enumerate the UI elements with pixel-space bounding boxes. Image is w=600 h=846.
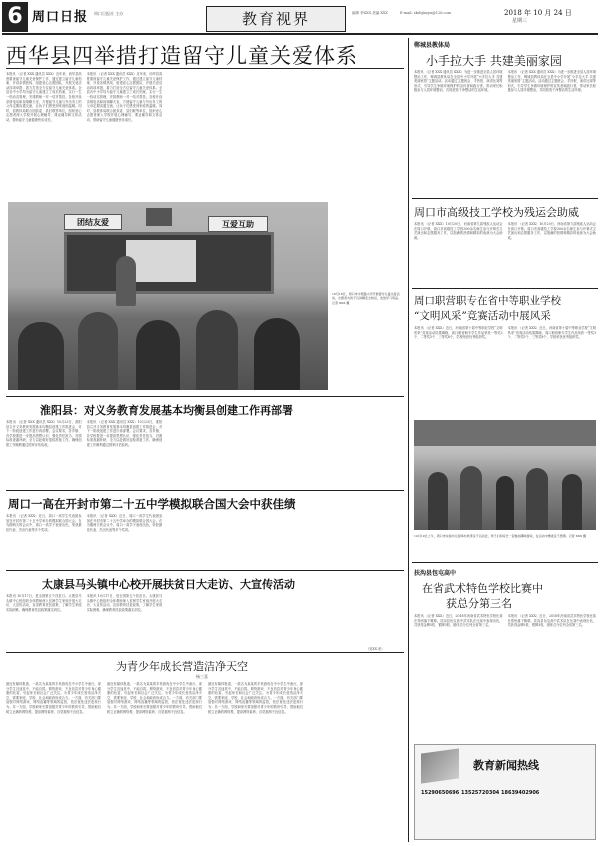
fugou-columns: [414, 614, 596, 738]
section-title-box: [206, 6, 346, 32]
photo-teacher: [116, 256, 136, 306]
main-photo: [8, 202, 328, 390]
photo-flag: [146, 208, 172, 226]
rule-r1: [412, 198, 598, 199]
taikang-body-cont: 本报讯 10月17日，是全国第五个扶贫日。太康县马头镇中心校组织全体教师深入贫困学生家庭开展大走访、大宣传活动，宣讲教育扶贫政策，了解学生家庭实际困难，确保教育扶贫政策落实到位。: [86, 594, 163, 612]
rule-4: [6, 652, 404, 653]
handcraft-columns: [414, 70, 596, 196]
kaifeng-headline: 周口一高在开封市第二十五中学模拟联合国大会中获佳绩: [8, 497, 296, 511]
moral-body: 本报讯 （记者 XXX）近日，河南省第十届中等职业学校“文明风采”竞赛活动结果揭晓，周口职营职专学生作品荣获一等奖3个、二等奖5个、三等奖8个，学校荣获优秀组织奖。: [414, 326, 503, 340]
hotline-box: [414, 744, 596, 840]
main-body-cont: 本报讯 （记者 XXX 通讯员 XXX）近年来，西华县高度重视留守儿童关爱保护工作，通过建立留守儿童档案、开设亲情热线、组建爱心志愿团队、开展关爱活动四项举措，着力打造全方位留守儿童关爱体系。全县各中小学均为留守儿童建立了成长档案，实行一生一档动态管理，安排教师一对一结对帮扶。各校开设亲情电话和视频聊天室，方便留守儿童与外出务工的父母定期沟通交流，让孩子们感受到家庭的温暖。同时，县教体局联合团县委、县妇联等单位，组织爱心志愿者深入学校开展心理辅导、课业辅导和文体活动，帮助留守儿童健康快乐成长。: [86, 72, 163, 122]
hotline-title: 教育新闻热线: [473, 759, 539, 772]
photo2-person-2: [460, 466, 482, 530]
section-title: 教育视界: [241, 10, 310, 28]
handcraft-headline: 小手拉大手 共建美丽家园: [426, 54, 562, 68]
main-headline-rule: [6, 68, 404, 69]
photo-banner-left: 团结友爱: [64, 214, 122, 230]
photo-banner-right: 互爱互助: [208, 216, 268, 232]
essay-body: 最近有媒体报道，一款名为某某的手机游戏在中小学生中流行，部分学生沉迷其中，不能自拔。网络游戏、不良信息对青少年身心健康的危害，引起家长和社会广泛关注。为青少年成长营造洁净天空，需要家庭、学校、社会和政府形成合力。一方面，有关部门要加强对网络游戏、网络直播等领域的监管，依法查处违法违规行为；另一方面，学校和家长要加强对青少年的教育引导，帮助他们树立正确的网络观，提高网络素养，自觉抵制不良信息。: [6, 682, 101, 714]
huaiyang-headline: 淮阳县：对义务教育发展基本均衡县创建工作再部署: [40, 404, 293, 417]
main-columns: [6, 72, 404, 198]
essay-body-cont-2: 最近有媒体报道，一款名为某某的手机游戏在中小学生中流行，部分学生沉迷其中，不能自拔。网络游戏、不良信息对青少年身心健康的危害，引起家长和社会广泛关注。为青少年成长营造洁净天空，需要家庭、学校、社会和政府形成合力。一方面，有关部门要加强对网络游戏、网络直播等领域的监管，依法查处违法违规行为；另一方面，学校和家长要加强对青少年的教育引导，帮助他们树立正确的网络观，提高网络素养，自觉抵制不良信息。: [208, 682, 303, 714]
main-body: 本报讯 （记者 XXX 通讯员 XXX）近年来，西华县高度重视留守儿童关爱保护工作，通过建立留守儿童档案、开设亲情热线、组建爱心志愿团队、开展关爱活动四项举措，着力打造全方位留守儿童关爱体系。全县各中小学均为留守儿童建立了成长档案，实行一生一档动态管理，安排教师一对一结对帮扶。各校开设亲情电话和视频聊天室，方便留守儿童与外出务工的父母定期沟通交流，让孩子们感受到家庭的温暖。同时，县教体局联合团县委、县妇联等单位，组织爱心志愿者深入学校开展心理辅导、课业辅导和文体活动，帮助留守儿童健康快乐成长。: [6, 72, 82, 122]
edition-info: 周口日报社 主办: [94, 11, 124, 16]
photo-screen: [126, 240, 196, 282]
taikang-body: 本报讯 10月17日，是全国第五个扶贫日。太康县马头镇中心校组织全体教师深入贫困学生家庭开展大走访、大宣传活动，宣讲教育扶贫政策，了解学生家庭实际困难，确保教育扶贫政策落实到位。: [6, 594, 82, 612]
photo-student-2: [78, 312, 118, 390]
essay-headline: 为青少年成长营造洁净天空: [116, 660, 248, 673]
essay-author: 杨三喜: [196, 674, 208, 679]
paper-name: 周口日报: [32, 10, 89, 25]
rule-r3: [412, 562, 598, 563]
taikang-columns: [6, 594, 404, 644]
weekday: 星期三: [512, 18, 528, 24]
vocational-headline: 周口市高级技工学校为残运会助威: [414, 206, 579, 219]
fugou-headline-1: 在省武术特色学校比赛中: [422, 582, 543, 595]
vocational-body: 本报讯 （记者 XXX）10月20日，河南省第九届残疾人运动会在周口开幕。周口市高级技工学校300余名师生参与开幕式文艺演出和志愿服务工作，以饱满的热情和精彩的表演为大会助威。: [414, 222, 503, 240]
column-separator: [408, 38, 409, 842]
header-rule: [2, 33, 598, 35]
fugou-kicker: 扶沟县包屯高中: [414, 570, 457, 577]
fugou-headline-2: 获总分第三名: [446, 597, 512, 610]
essay-body-cont: 最近有媒体报道，一款名为某某的手机游戏在中小学生中流行，部分学生沉迷其中，不能自拔。网络游戏、不良信息对青少年身心健康的危害，引起家长和社会广泛关注。为青少年成长营造洁净天空，需要家庭、学校、社会和政府形成合力。一方面，有关部门要加强对网络游戏、网络直播等领域的监管，依法查处违法违规行为；另一方面，学校和家长要加强对青少年的教育引导，帮助他们树立正确的网络观，提高网络素养，自觉抵制不良信息。: [107, 682, 202, 714]
taikang-headline: 太康县马头镇中心校开展扶贫日大走访、大宣传活动: [42, 578, 295, 591]
essay-columns: [6, 682, 404, 840]
huaiyang-columns: [6, 420, 404, 488]
second-photo: [414, 420, 596, 530]
hotline-numbers: 15290650696 13525720304 18639402906: [421, 790, 540, 796]
photo2-person-3: [496, 476, 514, 530]
photo-student-5: [254, 318, 300, 390]
hotline-book-icon: [421, 748, 459, 783]
kaifeng-body-cont: 本报讯 （记者 XXX）近日，周口一高学生代表团参加在开封市第二十五中学举办的模拟联合国大会。在为期两天的会议中，周口一高学子表现出色，荣获最佳代表、杰出代表等多个奖项。: [86, 514, 163, 532]
moral-body-cont: 本报讯 （记者 XXX）近日，河南省第十届中等职业学校“文明风采”竞赛活动结果揭晓，周口职营职专学生作品荣获一等奖3个、二等奖5个、三等奖8个，学校荣获优秀组织奖。: [507, 326, 596, 340]
kaifeng-body: 本报讯 （记者 XXX）近日，周口一高学生代表团参加在开封市第二十五中学举办的模拟联合国大会。在为期两天的会议中，周口一高学子表现出色，荣获最佳代表、杰出代表等多个奖项。: [6, 514, 82, 532]
email: E-mail: zkrbjiaoyu@126.com: [400, 11, 451, 15]
moral-headline-2: “文明风采”竞赛活动中展风采: [414, 310, 551, 322]
photo-student-1: [18, 322, 64, 390]
photo-student-4: [196, 310, 238, 390]
main-headline: 西华县四举措打造留守儿童关爱体系: [6, 44, 358, 68]
date: 2018 年 10 月 24 日: [504, 9, 572, 17]
photo-student-3: [136, 320, 180, 390]
moral-headline-1: 周口职营职专在省中等职业学校: [414, 295, 561, 307]
handcraft-kicker: 郸城县教体局: [414, 42, 451, 49]
fugou-body: 本报讯 （记者 XXX）近日，2018年河南省武术特色学校比赛在郑州落下帷幕。扶沟县包屯高中武术队在比赛中表现出色，共获得金牌5枚、银牌3枚，团体总分位列全省第三名。: [414, 614, 503, 628]
photo2-person-5: [562, 474, 582, 530]
second-photo-caption: 10月19日上午，周口市实验幼儿园举办秋季亲子运动会，孩子们和家长一起参加趣味游戏，在运动中增进亲子感情。记者 XXX 摄: [414, 534, 586, 538]
photo2-person-1: [428, 472, 448, 530]
rule-2: [6, 490, 404, 491]
vocational-columns: [414, 222, 596, 284]
huaiyang-body-cont: 本报讯 （记者 XXX 通讯员 XXX）10月23日，淮阳县召开义务教育发展基本均衡县创建工作推进会，对下一阶段创建工作进行再部署。会议要求，各乡镇、各学校要进一步提高思想认识，强化责任担当，对照标准查漏补缺，全力以赴做好迎检准备工作，确保创建工作顺利通过国家评估验收。: [86, 420, 163, 447]
vocational-body-cont: 本报讯 （记者 XXX）10月20日，河南省第九届残疾人运动会在周口开幕。周口市高级技工学校300余名师生参与开幕式文艺演出和志愿服务工作，以饱满的热情和精彩的表演为大会助威。: [507, 222, 596, 240]
moral-columns: [414, 326, 596, 418]
huaiyang-body: 本报讯 （记者 XXX 通讯员 XXX）10月23日，淮阳县召开义务教育发展基本均衡县创建工作推进会，对下一阶段创建工作进行再部署。会议要求，各乡镇、各学校要进一步提高思想认识，强化责任担当，对照标准查漏补缺，全力以赴做好迎检准备工作，确保创建工作顺利通过国家评估验收。: [6, 420, 82, 447]
page-number: 6: [2, 2, 28, 32]
main-photo-caption: 10月18日，周口市中原路小学开展留守儿童关爱活动，志愿者为孩子们讲解安全知识，发放学习用品。记者 XXX 摄: [332, 292, 402, 305]
kaifeng-columns: [6, 514, 404, 568]
photo2-person-4: [526, 468, 548, 530]
rule-1: [6, 396, 404, 397]
rule-3: [6, 570, 404, 571]
handcraft-body-cont: 本报讯 （记者 XXX 通讯员 XXX）为进一步推进全县人居环境整治工作，郸城县教体局在全县中小学开展“小手拉大手 共建美丽家园”主题活动。活动通过主题班会、手抄报、演讲比赛等形式，引导学生争做环境保护的宣传者和践行者，带动家长积极参与人居环境整治，共同营造干净整洁的生活环境。: [507, 70, 596, 93]
taikang-signoff: （吴XX 来）: [366, 647, 385, 651]
photo2-roof: [414, 420, 596, 446]
handcraft-body: 本报讯 （记者 XXX 通讯员 XXX）为进一步推进全县人居环境整治工作，郸城县教体局在全县中小学开展“小手拉大手 共建美丽家园”主题活动。活动通过主题班会、手抄报、演讲比赛等形式，引导学生争做环境保护的宣传者和践行者，带动家长积极参与人居环境整治，共同营造干净整洁的生活环境。: [414, 70, 503, 93]
editor-info: 编辑 李XXX 美编 XXX: [352, 11, 388, 15]
fugou-body-cont: 本报讯 （记者 XXX）近日，2018年河南省武术特色学校比赛在郑州落下帷幕。扶沟县包屯高中武术队在比赛中表现出色，共获得金牌5枚、银牌3枚，团体总分位列全省第三名。: [507, 614, 596, 628]
rule-r2: [412, 288, 598, 289]
